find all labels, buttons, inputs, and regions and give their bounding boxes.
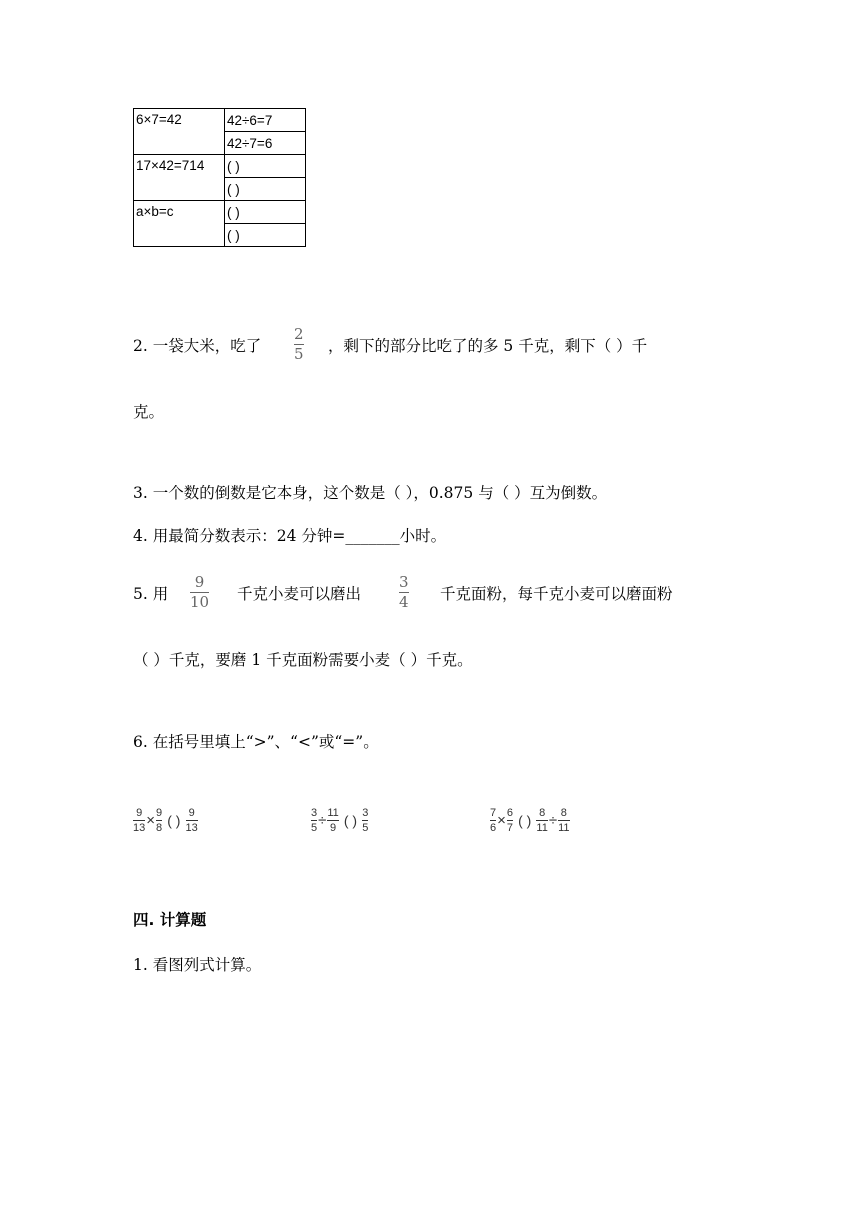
- fraction: [327, 807, 338, 834]
- q4-text: 4. 用最简分数表示：24 分钟=_______小时。: [133, 527, 447, 545]
- table-cell-right: 42÷6=7: [225, 109, 306, 132]
- q2-fraction: [294, 326, 304, 363]
- fraction-denominator: 6: [490, 822, 497, 834]
- relationship-table: [133, 108, 306, 247]
- q5-text-part1: 5. 用: [133, 585, 169, 603]
- q5-fraction-1: [190, 574, 209, 611]
- fraction-numerator: 3: [311, 807, 318, 819]
- fraction: [186, 807, 198, 834]
- fraction-denominator: 13: [185, 822, 198, 834]
- table-cell-left: 6×7=42: [134, 109, 225, 155]
- comparison-expression-2: [311, 807, 368, 834]
- table-cell-left: a×b=c: [134, 201, 225, 247]
- fraction-denominator: 9: [330, 822, 337, 834]
- fraction-numerator: 9: [136, 807, 143, 819]
- multiply-operator: ×: [497, 812, 506, 829]
- q2-text-part1: 2. 一袋大米，吃了: [133, 337, 262, 355]
- fraction-denominator: 7: [506, 822, 514, 834]
- q5-text-part2: 千克小麦可以磨出: [237, 585, 362, 603]
- fraction-numerator: 3: [362, 807, 369, 819]
- fraction: [133, 807, 145, 834]
- q5-text-line2: （ ）千克，要磨 1 千克面粉需要小麦（ ）千克。: [133, 651, 473, 669]
- fraction-denominator: 11: [558, 822, 570, 834]
- fraction-numerator: 11: [327, 807, 339, 819]
- fraction-denominator: 10: [190, 593, 210, 611]
- fraction-denominator: 5: [311, 822, 318, 834]
- fraction-bar: [311, 820, 317, 821]
- fraction-bar: [327, 820, 338, 821]
- fraction: [507, 807, 513, 834]
- q2-text-part2: ，剩下的部分比吃了的多 5 千克，剩下（ ）千: [328, 337, 648, 355]
- fraction: [156, 807, 162, 834]
- fraction-denominator: 4: [399, 593, 409, 611]
- section4-q1-text: 1. 看图列式计算。: [133, 956, 262, 974]
- q3-text: 3. 一个数的倒数是它本身，这个数是（ ），0.875 与（ ）互为倒数。: [133, 484, 608, 502]
- fraction-denominator: 11: [536, 822, 548, 834]
- fraction-bar: [133, 820, 145, 821]
- fraction-numerator: 8: [539, 807, 546, 819]
- fraction-denominator: 8: [156, 822, 163, 834]
- fraction-numerator: 2: [294, 325, 304, 343]
- divide-operator: ÷: [318, 812, 327, 829]
- fraction: [558, 807, 569, 834]
- fraction: [536, 807, 547, 834]
- q5-fraction-2: [399, 574, 409, 611]
- comparison-expression-3: [490, 807, 570, 834]
- answer-blank[interactable]: ( ): [343, 812, 358, 829]
- fraction-numerator: 9: [156, 807, 163, 819]
- table-cell-blank[interactable]: ( ): [225, 155, 306, 178]
- fraction-numerator: 3: [399, 573, 409, 591]
- fraction-bar: [507, 820, 513, 821]
- fraction-numerator: 9: [188, 807, 195, 819]
- fraction-numerator: 9: [194, 573, 205, 591]
- table-cell-blank[interactable]: ( ): [225, 201, 306, 224]
- table-cell-blank[interactable]: ( ): [225, 178, 306, 201]
- fraction-bar: [558, 820, 569, 821]
- section-heading: 四. 计算题: [133, 911, 207, 929]
- fraction-bar: [362, 820, 368, 821]
- q6-text: 6. 在括号里填上“>”、“<”或“=”。: [133, 733, 379, 751]
- fraction: [490, 807, 496, 834]
- divide-operator: ÷: [548, 812, 558, 829]
- fraction-bar: [536, 820, 547, 821]
- q2-text-line2: 克。: [133, 403, 165, 421]
- multiply-operator: ×: [146, 812, 156, 829]
- fraction-denominator: 5: [362, 822, 369, 834]
- q5-text-part3: 千克面粉，每千克小麦可以磨面粉: [440, 585, 673, 603]
- comparison-expression-1: [133, 807, 198, 834]
- fraction: [362, 807, 368, 834]
- table-cell-blank[interactable]: ( ): [225, 224, 306, 247]
- fraction: [311, 807, 317, 834]
- fraction-numerator: 6: [506, 807, 514, 819]
- answer-blank[interactable]: ( ): [518, 812, 532, 829]
- table-cell-left: 17×42=714: [134, 155, 225, 201]
- fraction-denominator: 5: [294, 345, 304, 363]
- answer-blank[interactable]: ( ): [167, 812, 181, 829]
- fraction-denominator: 13: [133, 822, 146, 834]
- fraction-numerator: 8: [560, 807, 567, 819]
- fraction-bar: [186, 820, 198, 821]
- fraction-numerator: 7: [490, 807, 497, 819]
- fraction-bar: [156, 820, 162, 821]
- fraction-bar: [490, 820, 496, 821]
- table-cell-right: 42÷7=6: [225, 132, 306, 155]
